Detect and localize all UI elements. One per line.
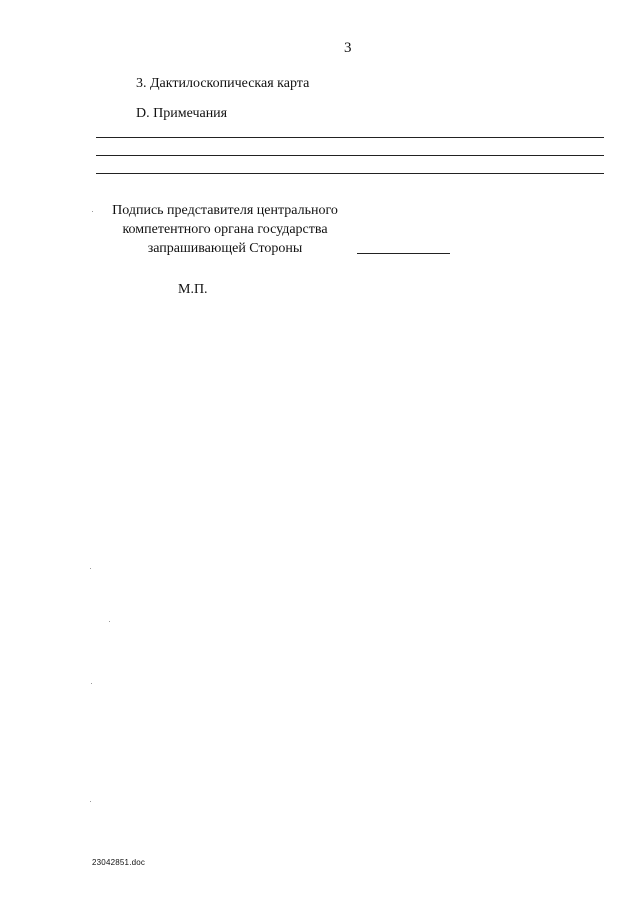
fingerprint-card-heading: 3. Дактилоскопическая карта [136, 76, 310, 91]
signature-caption-line: запрашивающей Стороны [147, 241, 303, 256]
scan-speck [92, 211, 93, 212]
notes-line [96, 155, 604, 156]
notes-heading: D. Примечания [136, 106, 228, 121]
scan-speck [91, 683, 92, 684]
notes-line [96, 173, 604, 174]
seal-place-label: М.П. [178, 282, 208, 297]
signature-caption-line: компетентного органа государства [122, 222, 328, 237]
signature-caption [90, 201, 360, 258]
signature-caption-line: Подпись представителя центрального [112, 203, 338, 218]
scan-speck [90, 568, 91, 569]
scan-speck [109, 621, 110, 622]
signature-line [357, 253, 450, 254]
scan-speck [90, 801, 91, 802]
page-number: 3 [344, 40, 352, 56]
notes-line [96, 137, 604, 138]
footer-file-name: 23042851.doc [92, 858, 146, 867]
